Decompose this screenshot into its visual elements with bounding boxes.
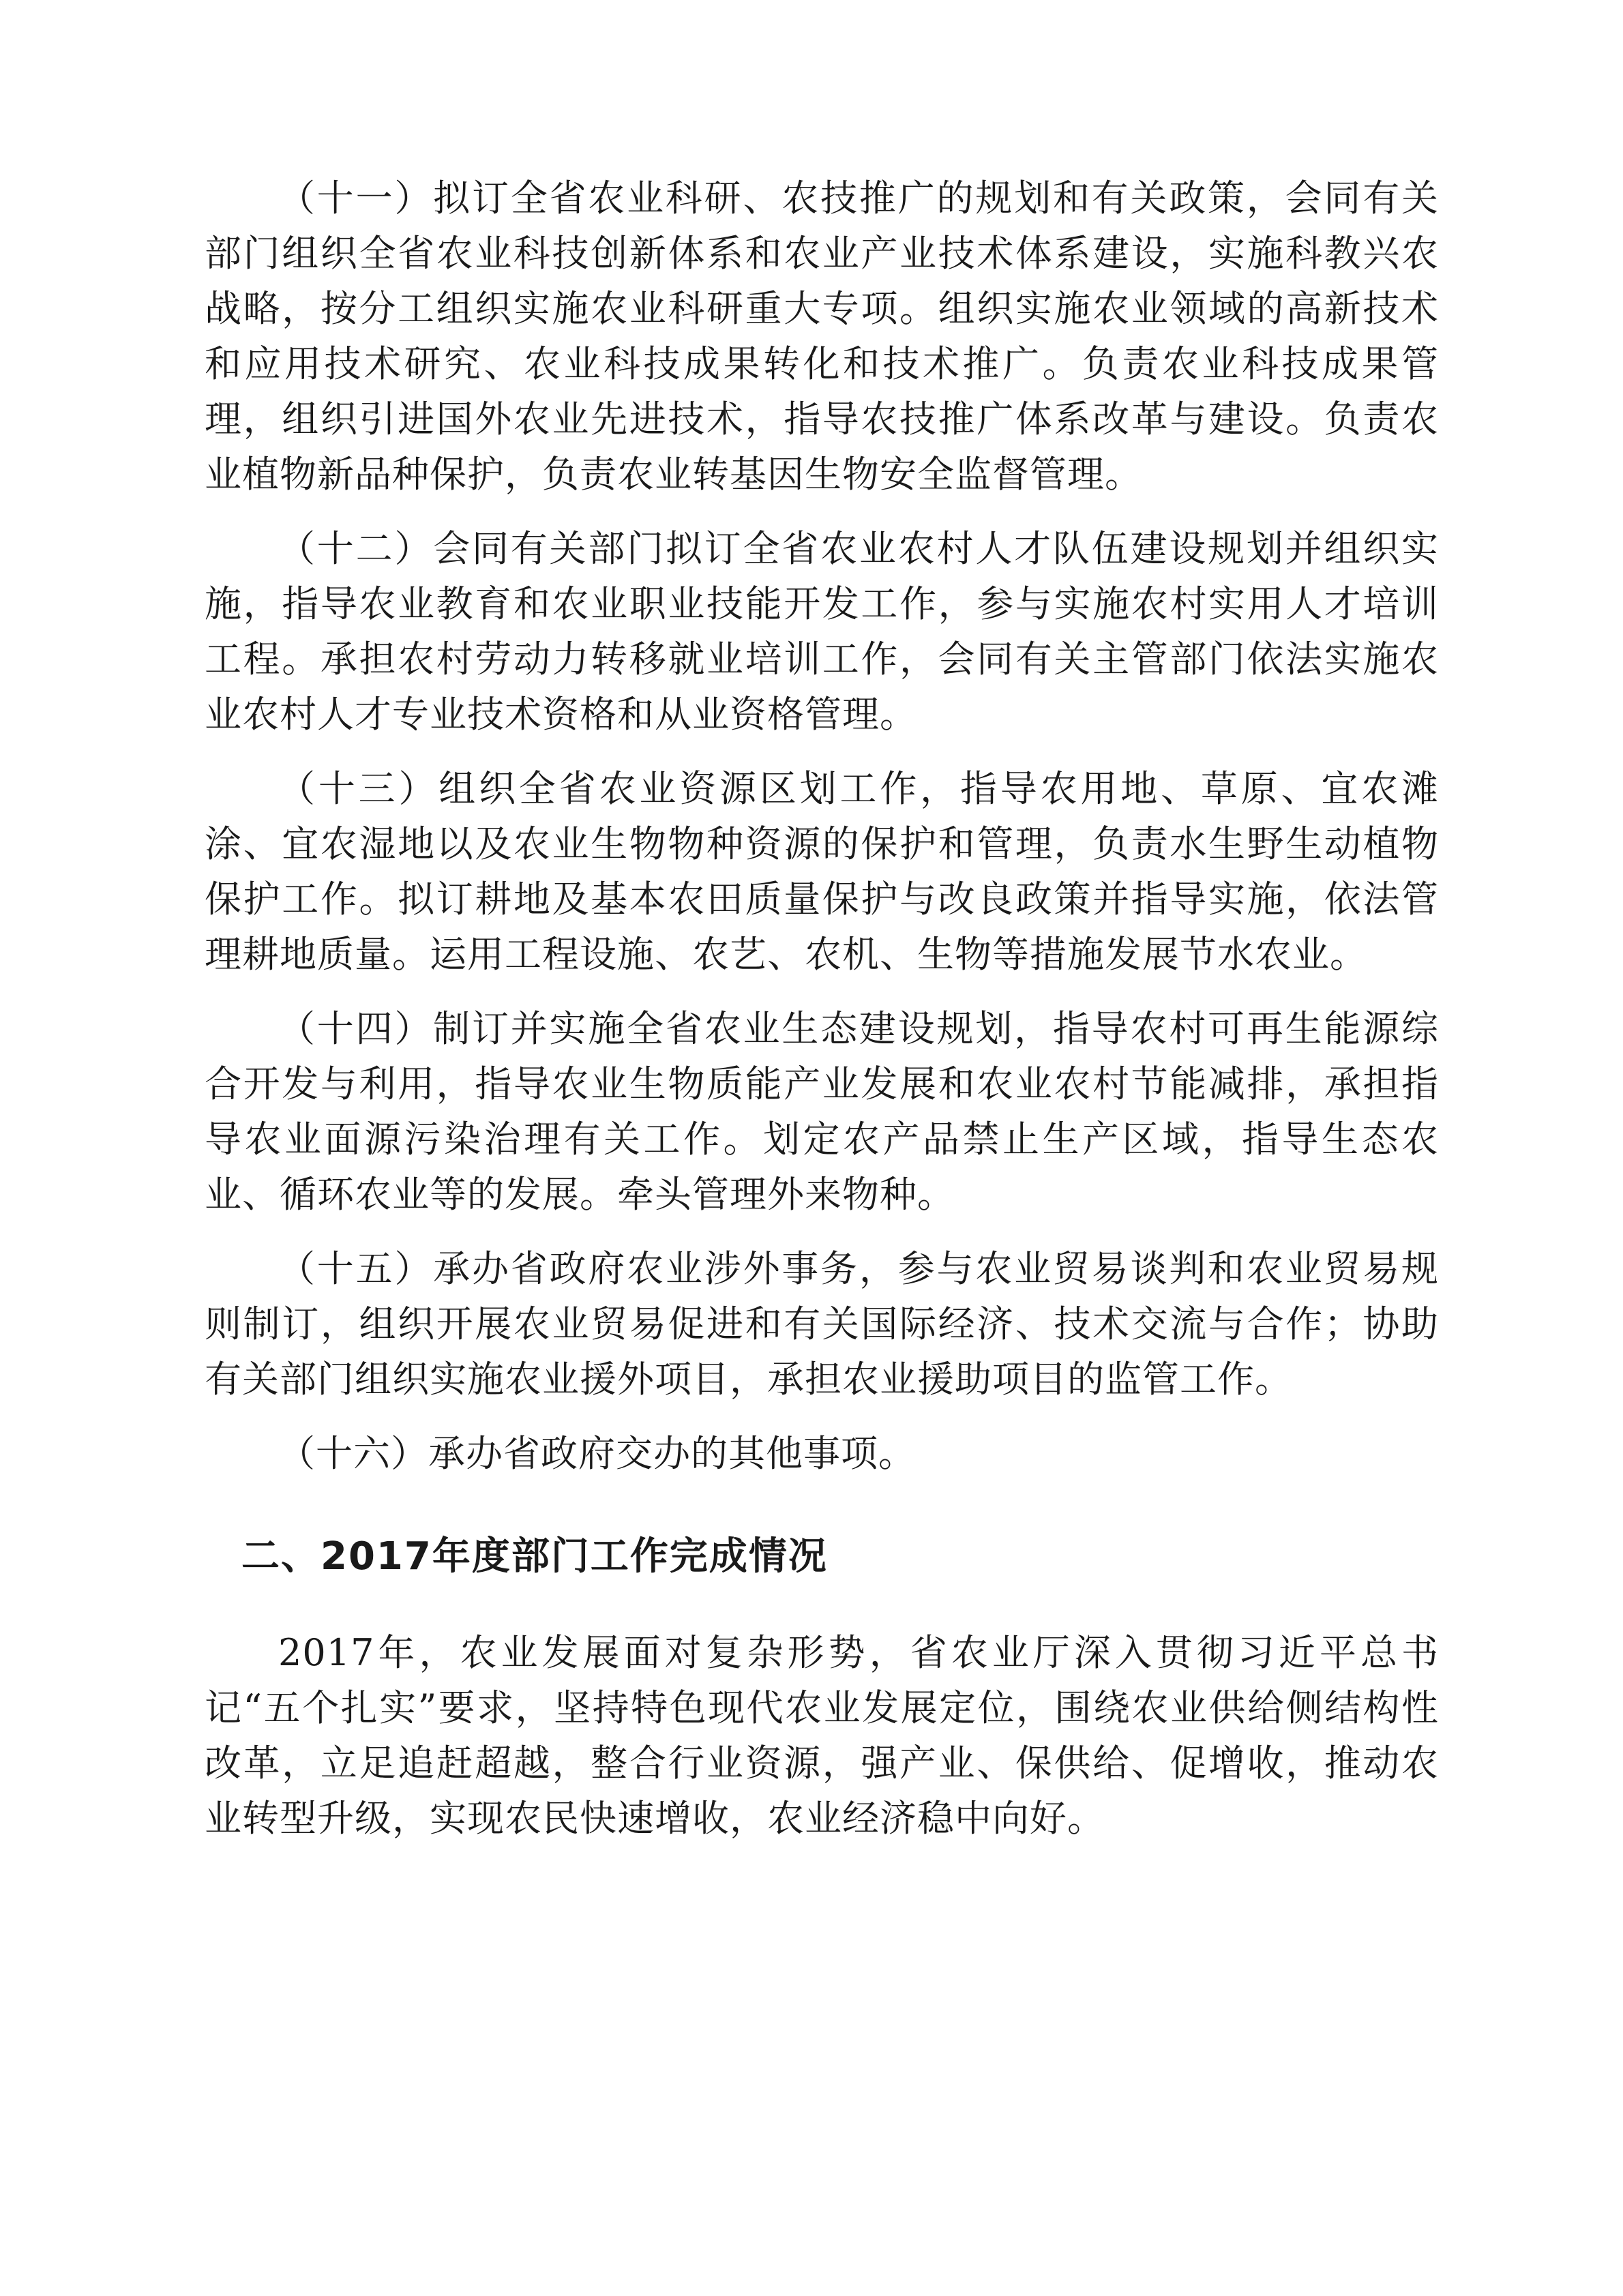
section-heading: 二、2017年度部门工作完成情况 [241,1534,828,1579]
document-body [205,170,1439,1865]
paragraph-item-16: （十六）承办省政府交办的其他事项。 [278,1432,916,1475]
paragraph-item-13: （十三）组织全省农业资源区划工作，指导农用地、草原、宜农滩涂、宜农湿地以及农业生物物种资源的保护和管理，负责水生野生动植物保护工作。拟订耕地及基本农田质量保护与改良政策并指导实施，依法管理耕地质量。运用工程设施、农艺、农机、生物等措施发展节水农业。 [205,767,1439,976]
paragraph-item-15: （十五）承办省政府农业涉外事务，参与农业贸易谈判和农业贸易规则制订，组织开展农业贸易促进和有关国际经济、技术交流与合作；协助有关部门组织实施农业援外项目，承担农业援助项目的监管工作。 [205,1247,1439,1401]
paragraph-item-12: （十二）会同有关部门拟订全省农业农村人才队伍建设规划并组织实施，指导农业教育和农业职业技能开发工作，参与实施农村实用人才培训工程。承担农村劳动力转移就业培训工作，会同有关主管部门依法实施农业农村人才专业技术资格和从业资格管理。 [205,527,1439,736]
paragraph-item-14: （十四）制订并实施全省农业生态建设规划，指导农村可再生能源综合开发与利用，指导农业生物质能产业发展和农业农村节能减排，承担指导农业面源污染治理有关工作。划定农产品禁止生产区域，指导生态农业、循环农业等的发展。牵头管理外来物种。 [205,1007,1439,1216]
section-paragraph: 2017年，农业发展面对复杂形势，省农业厅深入贯彻习近平总书记“五个扎实”要求，坚持特色现代农业发展定位，围绕农业供给侧结构性改革，立足追赶超越，整合行业资源，强产业、保供给、促增收，推动农业转型升级，实现农民快速增收，农业经济稳中向好。 [205,1631,1439,1840]
paragraph-item-11: （十一）拟订全省农业科研、农技推广的规划和有关政策，会同有关部门组织全省农业科技创新体系和农业产业技术体系建设，实施科教兴农战略，按分工组织实施农业科研重大专项。组织实施农业领域的高新技术和应用技术研究、农业科技成果转化和技术推广。负责农业科技成果管理，组织引进国外农业先进技术，指导农技推广体系改革与建设。负责农业植物新品种保护，负责农业转基因生物安全监督管理。 [205,177,1439,496]
